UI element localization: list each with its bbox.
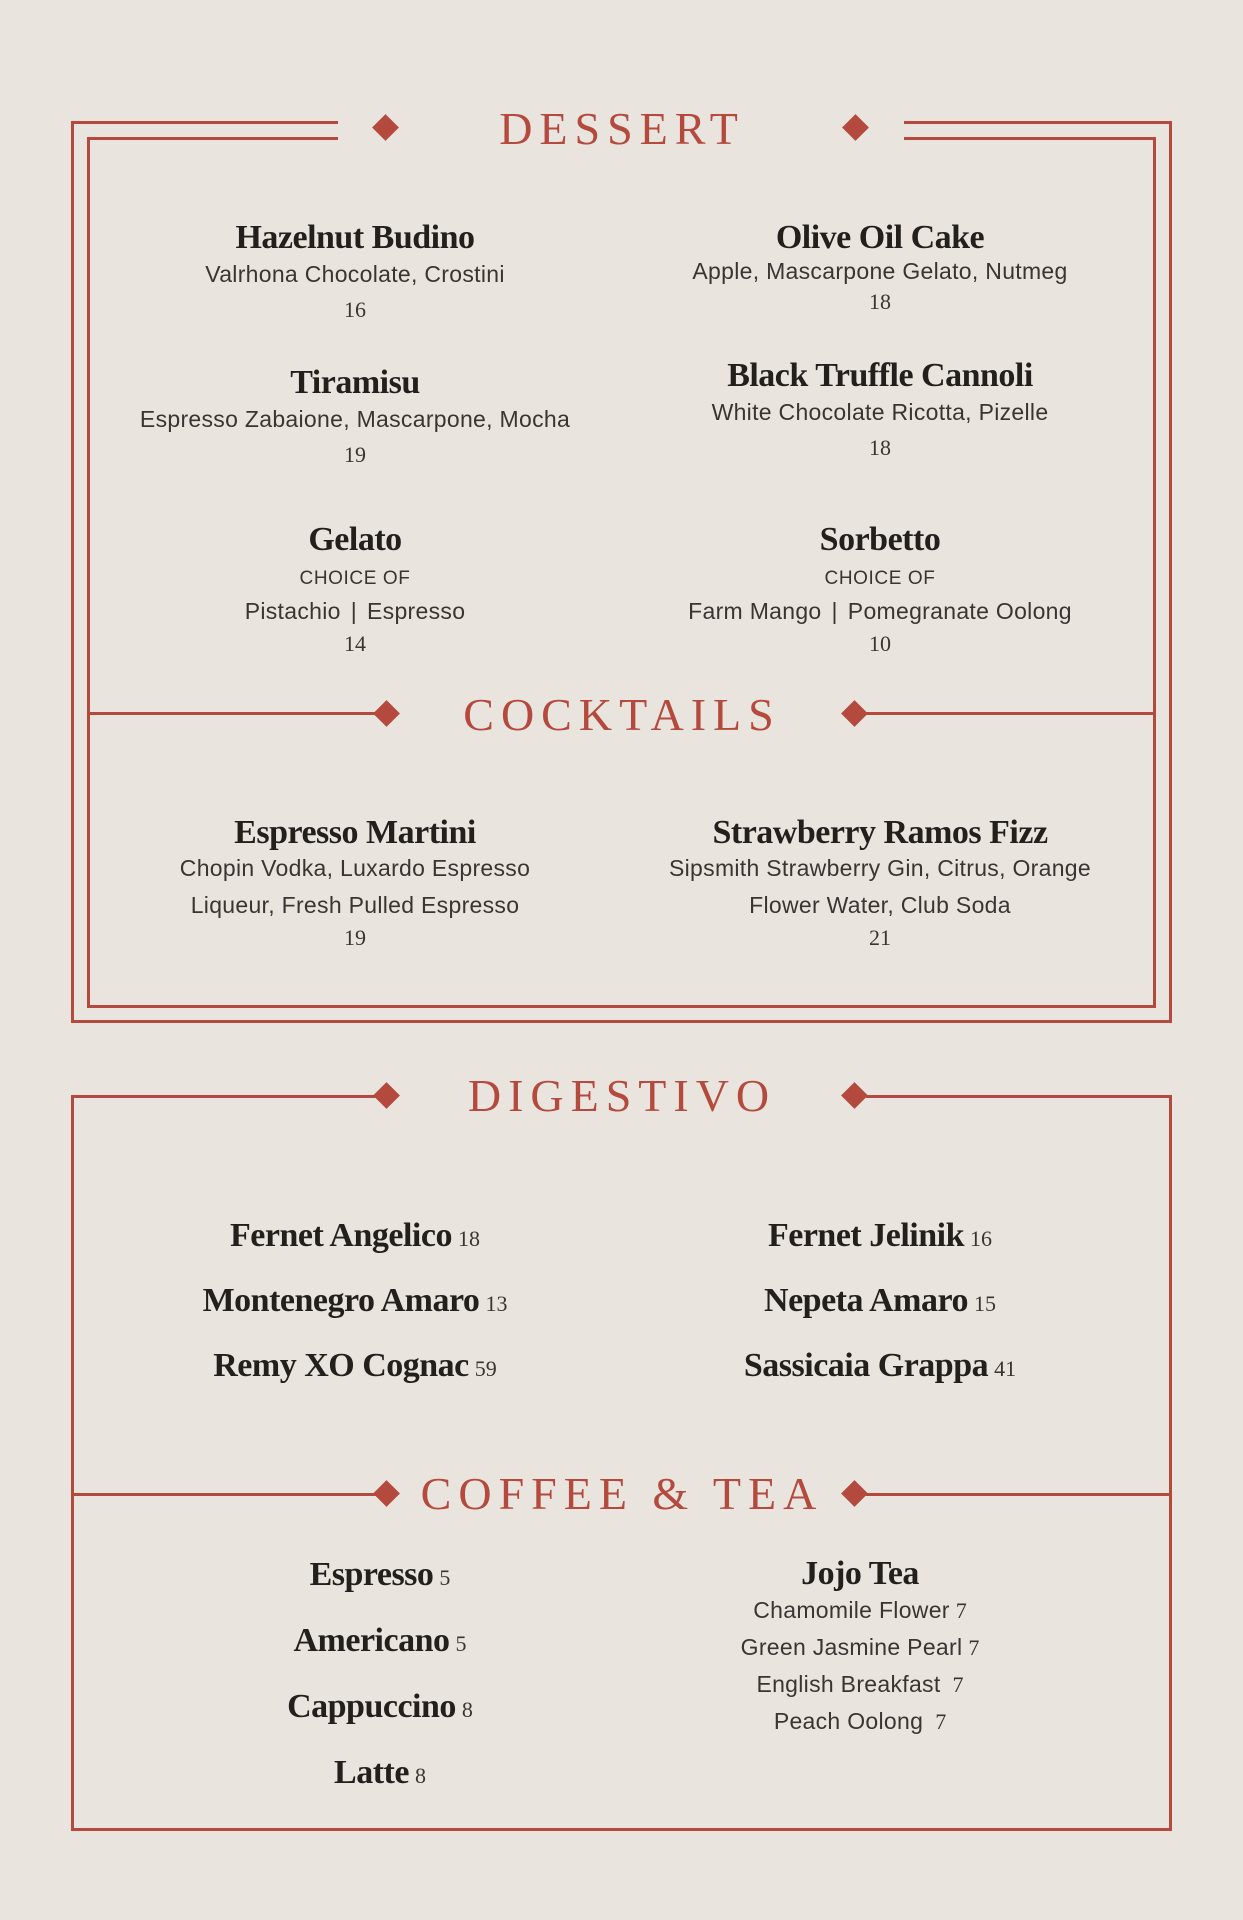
item-price: 21 xyxy=(869,925,891,950)
item-name: Espresso Martini xyxy=(234,814,476,851)
divider-line-right xyxy=(866,1493,1172,1496)
list-item xyxy=(620,1205,1140,1270)
digestivo-heading: DIGESTIVO xyxy=(467,1070,777,1121)
item-description: Espresso Zabaione, Mascarpone, Mocha xyxy=(139,406,571,432)
option-divider: | xyxy=(831,598,838,624)
item-name: Strawberry Ramos Fizz xyxy=(712,814,1048,851)
item-description: Sipsmith Strawberry Gin, Citrus, Orange xyxy=(669,855,1091,881)
item-name: Nepeta Amaro xyxy=(764,1282,968,1319)
cocktails-heading: COCKTAILS xyxy=(463,689,781,740)
item-description: Chopin Vodka, Luxardo Espresso xyxy=(179,855,531,881)
item-price: 7 xyxy=(968,1635,980,1660)
diamond-ornament-right xyxy=(841,1082,868,1109)
choice-label: CHOICE OF xyxy=(824,568,936,589)
option-label: Farm Mango xyxy=(688,598,822,624)
menu-item xyxy=(620,218,1140,316)
item-price: 7 xyxy=(952,1672,964,1697)
tea-title: Jojo Tea xyxy=(801,1555,919,1592)
divider-line-left xyxy=(90,712,378,715)
option-label: Espresso xyxy=(367,598,466,624)
item-price: 18 xyxy=(869,435,891,460)
item-name: Fernet Angelico xyxy=(230,1217,452,1254)
list-item xyxy=(600,1703,1120,1740)
item-name: Cappuccino xyxy=(287,1688,456,1725)
item-price: 7 xyxy=(935,1709,947,1734)
item-description: White Chocolate Ricotta, Pizelle xyxy=(711,399,1049,425)
item-description: Apple, Mascarpone Gelato, Nutmeg xyxy=(692,258,1068,284)
list-item xyxy=(90,1270,620,1335)
item-name: Green Jasmine Pearl xyxy=(740,1634,963,1660)
list-item xyxy=(600,1629,1120,1666)
item-name: Sassicaia Grappa xyxy=(743,1347,989,1384)
menu-item xyxy=(90,813,620,952)
list-item xyxy=(120,1675,640,1741)
item-price: 59 xyxy=(474,1356,497,1381)
item-name: Montenegro Amaro xyxy=(202,1282,480,1319)
menu-item xyxy=(90,363,620,469)
diamond-ornament-left xyxy=(373,1082,400,1109)
list-item xyxy=(90,1335,620,1400)
tea-list xyxy=(600,1553,1120,1740)
option-divider: | xyxy=(350,598,358,624)
item-name: Chamomile Flower xyxy=(753,1597,950,1623)
menu-item xyxy=(620,356,1140,462)
diamond-ornament-right xyxy=(842,114,869,141)
item-price: 8 xyxy=(461,1697,473,1722)
item-price: 19 xyxy=(344,442,366,467)
list-item xyxy=(120,1741,640,1807)
item-name: Black Truffle Cannoli xyxy=(727,357,1033,394)
item-price: 18 xyxy=(869,289,891,314)
item-price: 7 xyxy=(955,1598,967,1623)
item-name: Fernet Jelinik xyxy=(767,1217,965,1254)
item-price: 41 xyxy=(994,1356,1017,1381)
item-name: Tiramisu xyxy=(290,364,420,401)
list-item xyxy=(620,1270,1140,1335)
menu-item xyxy=(620,520,1140,658)
item-options xyxy=(620,592,1140,630)
list-item xyxy=(120,1543,640,1609)
item-name: Remy XO Cognac xyxy=(213,1347,469,1384)
item-name: Olive Oil Cake xyxy=(775,219,985,256)
menu-item xyxy=(90,218,620,324)
option-label: Pomegranate Oolong xyxy=(847,598,1072,624)
item-description: Flower Water, Club Soda xyxy=(749,892,1011,918)
menu-item xyxy=(620,813,1140,952)
item-price: 18 xyxy=(457,1226,480,1251)
item-description: Liqueur, Fresh Pulled Espresso xyxy=(190,892,520,918)
item-price: 13 xyxy=(485,1291,508,1316)
choice-label: CHOICE OF xyxy=(299,568,411,589)
list-item xyxy=(600,1666,1120,1703)
item-price: 15 xyxy=(973,1291,996,1316)
item-name: Hazelnut Budino xyxy=(235,219,475,256)
option-label: Pistachio xyxy=(244,598,341,624)
dessert-heading: DESSERT xyxy=(499,103,745,154)
divider-line-left xyxy=(71,1493,378,1496)
list-item xyxy=(90,1205,620,1270)
item-price: 16 xyxy=(970,1226,993,1251)
item-name: English Breakfast xyxy=(756,1671,941,1697)
list-item xyxy=(120,1609,640,1675)
item-name: Gelato xyxy=(308,521,402,558)
coffee-tea-heading: COFFEE & TEA xyxy=(420,1468,824,1519)
menu-item xyxy=(90,520,620,658)
digestivo-right-list xyxy=(620,1205,1140,1400)
list-item xyxy=(620,1335,1140,1400)
list-item xyxy=(600,1592,1120,1629)
diamond-ornament-left xyxy=(373,1480,400,1507)
item-price: 16 xyxy=(344,297,366,322)
item-name: Espresso xyxy=(309,1556,434,1593)
divider-line-right xyxy=(866,712,1154,715)
coffee-list xyxy=(120,1543,640,1807)
item-price: 14 xyxy=(344,631,366,656)
item-options xyxy=(90,592,620,630)
item-name: Latte xyxy=(334,1754,409,1791)
diamond-ornament-left xyxy=(372,114,399,141)
item-description: Valrhona Chocolate, Crostini xyxy=(205,261,505,287)
item-price: 5 xyxy=(455,1631,467,1656)
digestivo-left-list xyxy=(90,1205,620,1400)
diamond-ornament-left xyxy=(373,700,400,727)
diamond-ornament-right xyxy=(841,700,868,727)
diamond-ornament-right xyxy=(841,1480,868,1507)
item-price: 5 xyxy=(439,1565,451,1590)
item-price: 10 xyxy=(869,631,891,656)
item-price: 19 xyxy=(344,925,366,950)
item-name: Peach Oolong xyxy=(773,1708,924,1734)
item-name: Americano xyxy=(293,1622,450,1659)
item-name: Sorbetto xyxy=(819,521,941,558)
item-price: 8 xyxy=(414,1763,426,1788)
